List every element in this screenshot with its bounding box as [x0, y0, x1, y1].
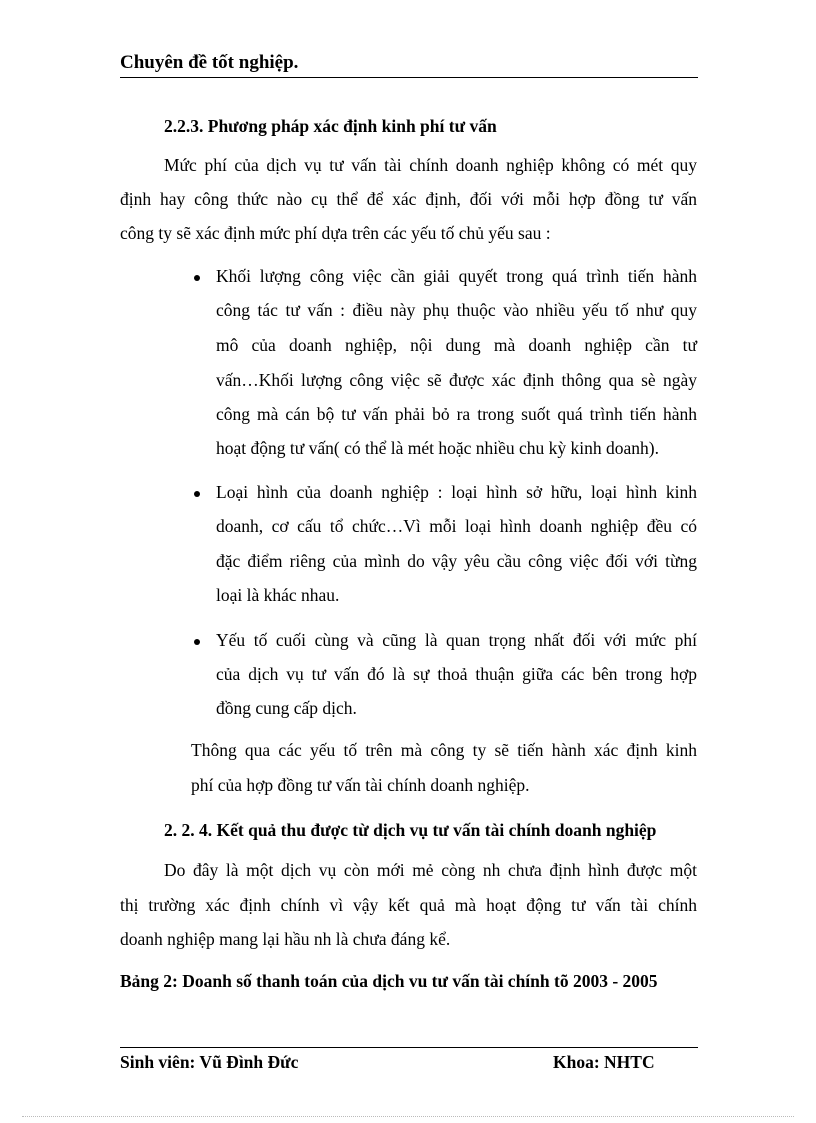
bullet-icon [194, 275, 200, 281]
bullet-line: công tác tư vấn : điều này phụ thuộc vào nhiều yếu tố như quy [216, 300, 697, 320]
section-heading-223: 2.2.3. Phương pháp xác định kinh phí tư vấn [164, 116, 497, 136]
footer-student-name: Sinh viên: Vũ Đình Đức [120, 1052, 299, 1072]
bullet-line: hoạt động tư vấn( có thể là mét hoặc nhiều chu kỳ kinh doanh). [216, 438, 659, 458]
paragraph-line: doanh nghiệp mang lại hầu nh là chưa đáng kể. [120, 929, 451, 949]
bullet-line: doanh, cơ cấu tổ chức…Vì mỗi loại hình doanh nghiệp đều có [216, 516, 697, 536]
paragraph-line: thị trường xác định chính vì vậy kết quả mà hoạt động tư vấn tài chính [120, 895, 697, 915]
paragraph-line: Mức phí của dịch vụ tư vấn tài chính doanh nghiệp không có mét quy [164, 155, 697, 175]
bullet-line: công mà cán bộ tư vấn phải bỏ ra trong suốt quá trình tiến hành [216, 404, 697, 424]
page-header [120, 52, 698, 78]
section-heading-224: 2. 2. 4. Kết quả thu được từ dịch vụ tư vấn tài chính doanh nghiệp [164, 820, 657, 840]
bullet-line: đặc điểm riêng của mình do vậy yêu cầu công việc đối với từng [216, 551, 697, 571]
bullet-line: của dịch vụ tư vấn đó là sự thoả thuận giữa các bên trong hợp [216, 664, 697, 684]
footer-rule [120, 1047, 698, 1048]
bullet-line: mô của doanh nghiệp, nội dung mà doanh nghiệp cần tư [216, 335, 697, 355]
document-title: Chuyên đề tốt nghiệp. [120, 52, 299, 73]
paragraph-line: định hay công thức nào cụ thể để xác định, đối với mỗi hợp đồng tư vấn [120, 189, 697, 209]
paragraph-line: Thông qua các yếu tố trên mà công ty sẽ tiến hành xác định kinh [191, 740, 697, 760]
bullet-line: vấn…Khối lượng công việc sẽ được xác định thông qua sè ngày [216, 370, 697, 390]
bullet-line: Khối lượng công việc cần giải quyết trong quá trình tiến hành [216, 266, 697, 286]
paragraph-line: phí của hợp đồng tư vấn tài chính doanh nghiệp. [191, 775, 530, 795]
page-bottom-edge [22, 1116, 794, 1117]
footer-faculty: Khoa: NHTC [553, 1052, 655, 1072]
bullet-line: đồng cung cấp dịch. [216, 698, 357, 718]
table-caption: Bảng 2: Doanh số thanh toán của dịch vu tư vấn tài chính tõ 2003 - 2005 [120, 971, 658, 991]
paragraph-line: công ty sẽ xác định mức phí dựa trên các yếu tố chủ yếu sau : [120, 223, 551, 243]
bullet-icon [194, 639, 200, 645]
bullet-line: Yếu tố cuối cùng và cũng là quan trọng nhất đối với mức phí [216, 630, 697, 650]
paragraph-line: Do đây là một dịch vụ còn mới mẻ còng nh chưa định hình được một [164, 860, 697, 880]
bullet-line: loại là khác nhau. [216, 585, 340, 605]
bullet-line: Loại hình của doanh nghiệp : loại hình sở hữu, loại hình kinh [216, 482, 697, 502]
bullet-icon [194, 491, 200, 497]
